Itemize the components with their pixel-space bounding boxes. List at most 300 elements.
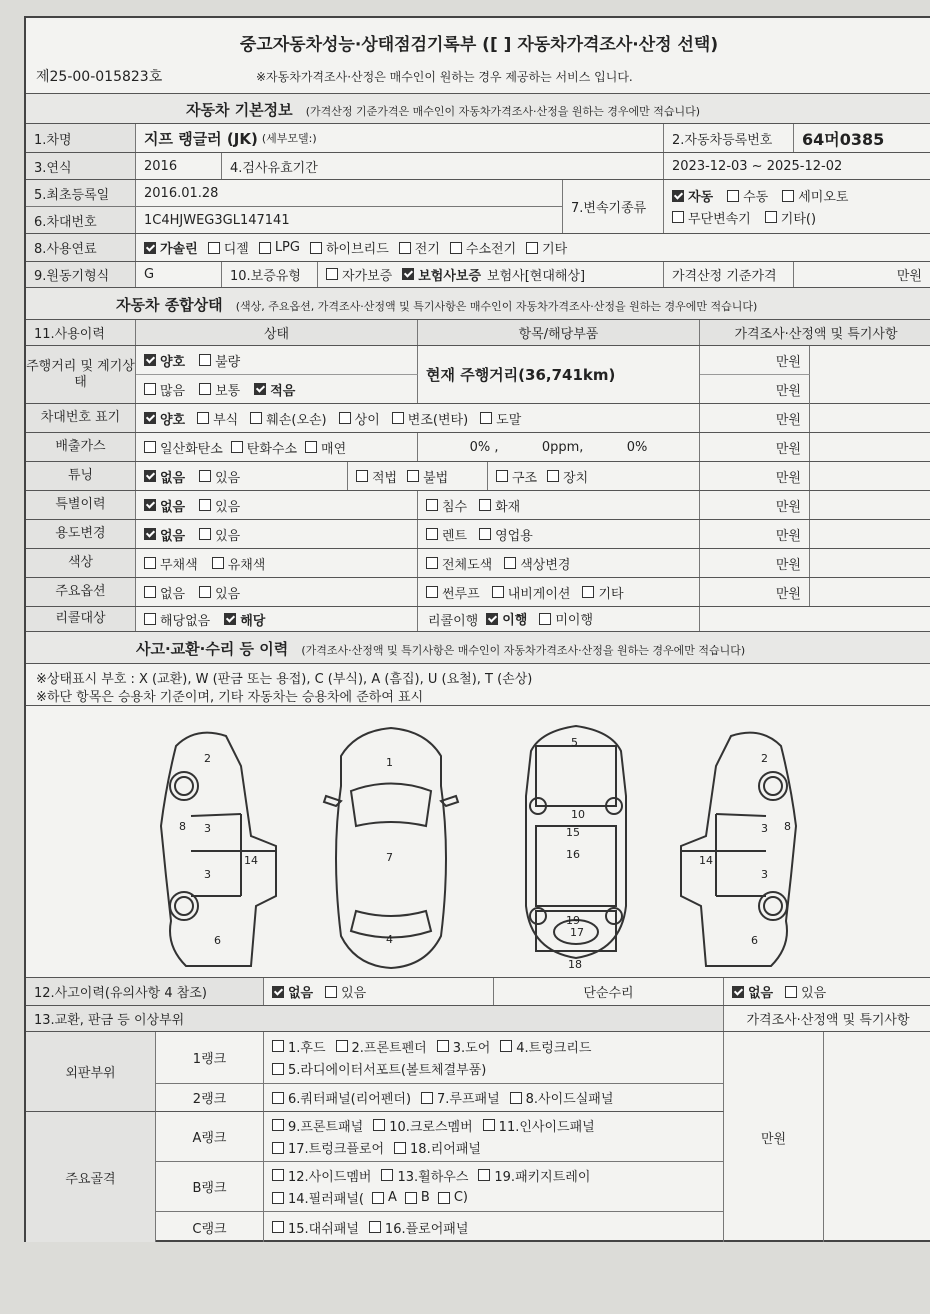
item-options — [418, 549, 700, 577]
checkbox-option[interactable] — [719, 186, 768, 205]
checkbox-icon[interactable] — [212, 557, 224, 569]
checkbox-option[interactable] — [361, 1218, 468, 1237]
checkbox-icon[interactable] — [426, 586, 438, 598]
checkbox-label: 일산화탄소 — [160, 441, 223, 457]
checkbox-option[interactable] — [136, 438, 223, 457]
price-note — [810, 578, 930, 606]
checkbox-label: 상이 — [354, 412, 380, 428]
status-row — [26, 404, 930, 433]
checkbox-option[interactable] — [484, 583, 571, 602]
checkbox-icon[interactable] — [504, 557, 516, 569]
checkbox-icon[interactable] — [144, 470, 156, 482]
checkbox-label: 있음 — [215, 470, 241, 486]
checkbox-label: 5.라디에이터서포트(볼트체결부품) — [288, 1063, 487, 1078]
price-unit: 만원 — [700, 549, 810, 577]
legend-line-2: ※하단 항목은 승용차 기준이며, 기타 자동차는 승용차에 준하여 표시 — [36, 690, 424, 705]
checkbox-icon[interactable] — [144, 528, 156, 540]
price-note — [810, 462, 930, 490]
checkbox-icon[interactable] — [394, 1142, 406, 1154]
checkbox-icon[interactable] — [305, 441, 317, 453]
state-options — [136, 404, 700, 432]
checkbox-icon[interactable] — [144, 242, 156, 254]
checkbox-option[interactable] — [242, 409, 326, 428]
accident-header — [26, 632, 930, 664]
checkbox-label: 적음 — [270, 383, 296, 399]
checkbox-option[interactable] — [264, 1037, 326, 1056]
car-name-cell — [136, 124, 664, 152]
checkbox-option[interactable] — [136, 238, 198, 257]
price-unit: 만원 — [700, 462, 810, 490]
checkbox-label: 많음 — [160, 383, 186, 399]
gas-value: 0% , — [469, 439, 499, 455]
checkbox-option[interactable] — [136, 525, 185, 544]
checkbox-option[interactable] — [518, 238, 567, 257]
checkbox-option[interactable] — [724, 982, 773, 1001]
status-row — [26, 520, 930, 549]
checkbox-option[interactable] — [418, 496, 467, 515]
checkbox-option[interactable] — [302, 238, 389, 257]
checkbox-option[interactable] — [574, 583, 623, 602]
reg-number: 64머0385 — [802, 129, 885, 149]
valid-label: 4.검사유효기간 — [222, 153, 664, 179]
checkbox-label: 있음 — [215, 528, 241, 544]
checkbox-icon[interactable] — [479, 528, 491, 540]
svg-text:10: 10 — [571, 808, 585, 821]
year-value: 2016 — [136, 153, 222, 179]
engine-label: 9.원동기형식 — [26, 262, 136, 287]
checkbox-icon[interactable] — [326, 268, 338, 280]
checkbox-icon[interactable] — [144, 441, 156, 453]
col-price: 가격조사·산정액 및 특기사항 — [700, 320, 930, 345]
checkbox-option[interactable] — [191, 467, 240, 486]
checkbox-icon[interactable] — [496, 470, 508, 482]
checkbox-option[interactable] — [373, 1166, 468, 1185]
item-options — [418, 578, 700, 606]
checkbox-option[interactable] — [191, 496, 240, 515]
checkbox-option[interactable] — [264, 1059, 486, 1078]
checkbox-option[interactable] — [136, 467, 185, 486]
checkbox-label: A — [387, 1190, 397, 1205]
checkbox-option[interactable] — [136, 351, 185, 370]
checkbox-icon[interactable] — [336, 1040, 348, 1052]
checkbox-option[interactable] — [264, 1088, 411, 1107]
checkbox-icon[interactable] — [250, 412, 262, 424]
checkbox-option[interactable] — [136, 554, 198, 573]
checkbox-icon[interactable] — [492, 586, 504, 598]
checkbox-option[interactable] — [264, 982, 313, 1001]
checkbox-icon[interactable] — [208, 242, 220, 254]
checkbox-label: 가솔린 — [160, 242, 198, 257]
document-number: 제25-00-015823호 — [36, 69, 163, 85]
checkbox-icon[interactable] — [199, 354, 211, 366]
checkbox-option[interactable] — [502, 1088, 614, 1107]
basic-info-header — [26, 94, 930, 124]
checkbox-icon[interactable] — [426, 499, 438, 511]
price-unit: 만원 — [700, 433, 810, 461]
warranty-insurer: 보험사[현대해상] — [487, 269, 586, 284]
checkbox-label: 없음 — [288, 986, 314, 1001]
checkbox-icon[interactable] — [224, 613, 236, 625]
price-note — [700, 607, 930, 631]
checkbox-icon[interactable] — [407, 470, 419, 482]
basic-info-note: (가격산정 기준가격은 매수인이 자동차가격조사·산정을 원하는 경우에만 적습니다) — [305, 105, 701, 118]
checkbox-label: 있음 — [801, 986, 827, 1001]
checkbox-icon[interactable] — [272, 1192, 284, 1204]
first-reg-value: 2016.01.28 — [136, 180, 563, 207]
checkbox-option[interactable] — [204, 554, 266, 573]
checkbox-icon[interactable] — [272, 1040, 284, 1052]
svg-text:16: 16 — [566, 848, 580, 861]
checkbox-label: 침수 — [442, 499, 468, 515]
checkbox-option[interactable] — [246, 380, 295, 399]
checkbox-icon[interactable] — [510, 1092, 522, 1104]
document-title: 중고자동차성능·상태점검기록부 ([ ] 자동차가격조사·산정 선택) — [239, 35, 719, 55]
checkbox-label: 유채색 — [227, 557, 266, 573]
fuel-label: 8.사용연료 — [26, 234, 136, 261]
row-accident-history — [26, 978, 930, 1006]
checkbox-icon[interactable] — [339, 412, 351, 424]
checkbox-option[interactable] — [496, 554, 570, 573]
checkbox-option[interactable] — [216, 610, 265, 629]
checkbox-icon[interactable] — [672, 211, 684, 223]
checkbox-option[interactable] — [136, 610, 210, 629]
checkbox-icon[interactable] — [310, 242, 322, 254]
checkbox-option[interactable] — [386, 1138, 481, 1157]
first-reg-label: 5.최초등록일 — [26, 180, 136, 207]
checkbox-label: LPG — [274, 240, 300, 255]
checkbox-option[interactable] — [397, 1190, 430, 1205]
vin-value: 1C4HJWEG3GL147141 — [136, 207, 563, 233]
checkbox-label: 4.트렁크리드 — [516, 1040, 592, 1056]
checkbox-icon[interactable] — [421, 1092, 433, 1104]
checkbox-icon[interactable] — [426, 557, 438, 569]
checkbox-label: 14.필러패널( — [288, 1192, 364, 1207]
checkbox-icon[interactable] — [785, 986, 797, 998]
checkbox-icon[interactable] — [254, 383, 266, 395]
checkbox-label: 영업용 — [495, 528, 533, 544]
checkbox-icon[interactable] — [405, 1192, 417, 1204]
checkbox-option[interactable] — [394, 265, 481, 284]
svg-text:3: 3 — [204, 822, 211, 835]
checkbox-label: 이행 — [502, 613, 528, 629]
checkbox-label: 부식 — [213, 412, 239, 428]
price-note — [810, 404, 930, 432]
row-year — [26, 153, 930, 180]
checkbox-icon[interactable] — [672, 190, 684, 202]
checkbox-option[interactable] — [475, 1116, 595, 1135]
car-right-side-view — [681, 733, 796, 966]
checkbox-icon[interactable] — [539, 613, 551, 625]
checkbox-label: 탄화수소 — [246, 441, 298, 457]
status-row-label: 배출가스 — [26, 433, 136, 461]
checkbox-label: 매연 — [321, 441, 347, 457]
checkbox-label: 없음 — [160, 528, 186, 544]
checkbox-icon[interactable] — [392, 412, 404, 424]
warranty-label: 10.보증유형 — [222, 262, 318, 287]
checkbox-option[interactable] — [223, 438, 297, 457]
car-diagram — [26, 706, 930, 978]
checkbox-option[interactable] — [664, 208, 751, 227]
inspection-record-sheet — [24, 16, 930, 1242]
checkbox-option[interactable] — [264, 1116, 363, 1135]
checkbox-option[interactable] — [488, 467, 537, 486]
status-row — [26, 578, 930, 607]
checkbox-option[interactable] — [191, 583, 240, 602]
checkbox-option[interactable] — [472, 409, 521, 428]
checkbox-label: 7.루프패널 — [437, 1092, 500, 1107]
checkbox-label: 적법 — [372, 470, 398, 486]
checkbox-label: 양호 — [160, 412, 186, 428]
checkbox-option[interactable] — [471, 525, 533, 544]
legend-line-1: ※상태표시 부호 : X (교환), W (판금 또는 용접), C (부식), A (흠집), U (요철), T (손상) — [36, 672, 533, 687]
checkbox-icon[interactable] — [399, 242, 411, 254]
svg-text:1: 1 — [386, 756, 393, 769]
checkbox-option[interactable] — [471, 496, 520, 515]
checkbox-option[interactable] — [297, 438, 346, 457]
checkbox-icon[interactable] — [199, 586, 211, 598]
checkbox-label: 18.리어패널 — [410, 1142, 481, 1157]
checkbox-option[interactable] — [418, 554, 492, 573]
state-options-b — [348, 462, 488, 490]
checkbox-label: 19.패키지트레이 — [494, 1169, 591, 1185]
header — [26, 18, 930, 94]
checkbox-icon[interactable] — [526, 242, 538, 254]
checkbox-label: 불법 — [423, 470, 449, 486]
checkbox-icon[interactable] — [727, 190, 739, 202]
checkbox-option[interactable] — [191, 525, 240, 544]
checkbox-label: 수소전기 — [465, 242, 517, 257]
checkbox-label: 훼손(오손) — [266, 412, 327, 428]
status-title: 자동차 종합상태 — [116, 296, 223, 314]
checkbox-label: 무단변속기 — [688, 211, 751, 227]
checkbox-icon[interactable] — [373, 1119, 385, 1131]
checkbox-option[interactable] — [191, 351, 240, 370]
checkbox-option[interactable] — [478, 609, 527, 628]
checkbox-icon[interactable] — [765, 211, 777, 223]
checkbox-option[interactable] — [470, 1166, 590, 1185]
svg-text:15: 15 — [566, 826, 580, 839]
row-parts-header — [26, 1006, 930, 1032]
checkbox-label: 기타 — [598, 586, 624, 602]
checkbox-icon[interactable] — [356, 470, 368, 482]
checkbox-option[interactable] — [492, 1037, 591, 1056]
checkbox-option[interactable] — [331, 409, 380, 428]
checkbox-icon[interactable] — [144, 412, 156, 424]
accident-legend — [26, 664, 930, 706]
checkbox-icon[interactable] — [144, 613, 156, 625]
checkbox-option[interactable] — [399, 467, 448, 486]
checkbox-option[interactable] — [442, 238, 516, 257]
simple-options — [724, 978, 930, 1005]
svg-text:3: 3 — [761, 822, 768, 835]
parts-grid — [26, 1032, 930, 1242]
checkbox-option[interactable] — [364, 1190, 397, 1205]
checkbox-label: 하이브리드 — [325, 242, 389, 257]
checkbox-icon[interactable] — [325, 986, 337, 998]
svg-text:2: 2 — [761, 752, 768, 765]
state-options — [136, 520, 418, 548]
checkbox-icon[interactable] — [144, 557, 156, 569]
row-car-name — [26, 124, 930, 153]
checkbox-label: 있음 — [215, 586, 241, 602]
checkbox-icon[interactable] — [272, 1169, 284, 1181]
checkbox-option[interactable] — [777, 982, 826, 1001]
checkbox-icon[interactable] — [426, 528, 438, 540]
checkbox-option[interactable] — [200, 238, 249, 257]
gas-options — [136, 433, 418, 461]
checkbox-icon[interactable] — [199, 499, 211, 511]
checkbox-icon[interactable] — [402, 268, 414, 280]
status-row — [26, 346, 930, 404]
checkbox-label: 11.인사이드패널 — [498, 1119, 595, 1135]
state-options-c — [488, 462, 700, 490]
checkbox-option[interactable] — [413, 1088, 500, 1107]
checkbox-option[interactable] — [264, 1188, 364, 1207]
rankB-label: B랭크 — [156, 1162, 264, 1212]
checkbox-icon[interactable] — [144, 586, 156, 598]
price-unit: 만원 — [700, 578, 810, 606]
checkbox-option[interactable] — [774, 186, 848, 205]
checkbox-label: 자가보증 — [342, 268, 393, 284]
price-unit: 만원 — [700, 520, 810, 548]
checkbox-label: 16.플로어패널 — [384, 1221, 469, 1237]
checkbox-option[interactable] — [264, 1166, 371, 1185]
checkbox-icon[interactable] — [381, 1169, 393, 1181]
checkbox-option[interactable] — [539, 467, 588, 486]
accident-note: (가격조사·산정액 및 특기사항은 매수인이 자동차가격조사·산정을 원하는 경우에만 적습니다) — [301, 644, 746, 657]
checkbox-option[interactable] — [318, 265, 392, 284]
checkbox-option[interactable] — [264, 1218, 359, 1237]
col-state: 상태 — [136, 320, 418, 345]
checkbox-icon[interactable] — [197, 412, 209, 424]
checkbox-option[interactable] — [136, 409, 185, 428]
checkbox-option[interactable] — [189, 409, 238, 428]
checkbox-option[interactable] — [664, 186, 713, 205]
checkbox-icon[interactable] — [479, 499, 491, 511]
checkbox-option[interactable] — [384, 409, 468, 428]
checkbox-label: 기타 — [542, 242, 568, 257]
checkbox-icon[interactable] — [272, 1142, 284, 1154]
checkbox-icon[interactable] — [500, 1040, 512, 1052]
checkbox-option[interactable] — [317, 982, 366, 1001]
accident-title: 사고·교환·수리 등 이력 — [136, 640, 289, 658]
checkbox-label: 장치 — [563, 470, 589, 486]
status-row — [26, 607, 930, 632]
checkbox-label: 기타() — [780, 211, 817, 227]
checkbox-label: 변조(변타) — [407, 412, 469, 428]
checkbox-option[interactable] — [191, 380, 240, 399]
parts-price-unit: 만원 — [724, 1032, 824, 1242]
checkbox-icon[interactable] — [199, 528, 211, 540]
checkbox-icon[interactable] — [478, 1169, 490, 1181]
checkbox-option[interactable] — [418, 583, 480, 602]
svg-text:14: 14 — [244, 854, 258, 867]
checkbox-icon[interactable] — [732, 986, 744, 998]
status-row-label: 차대번호 표기 — [26, 404, 136, 432]
checkbox-option[interactable] — [136, 496, 185, 515]
svg-text:18: 18 — [568, 958, 582, 971]
checkbox-option[interactable] — [365, 1116, 472, 1135]
recall-done-options — [478, 609, 597, 629]
checkbox-label: 1.후드 — [288, 1040, 326, 1056]
checkbox-label: 전체도색 — [442, 557, 493, 573]
checkbox-icon[interactable] — [272, 1063, 284, 1075]
checkbox-option[interactable] — [418, 525, 467, 544]
checkbox-icon[interactable] — [272, 1119, 284, 1131]
checkbox-icon[interactable] — [199, 383, 211, 395]
checkbox-icon[interactable] — [272, 986, 284, 998]
checkbox-icon[interactable] — [372, 1192, 384, 1204]
engine-value: G — [136, 262, 222, 287]
checkbox-icon[interactable] — [144, 383, 156, 395]
checkbox-option[interactable] — [328, 1037, 427, 1056]
mileage-value: 현재 주행거리(36,741km) — [418, 346, 700, 403]
checkbox-icon[interactable] — [272, 1221, 284, 1233]
checkbox-icon[interactable] — [369, 1221, 381, 1233]
status-row-label: 용도변경 — [26, 520, 136, 548]
checkbox-label: 불량 — [215, 354, 241, 370]
checkbox-icon[interactable] — [144, 499, 156, 511]
checkbox-option[interactable] — [136, 583, 185, 602]
svg-text:6: 6 — [751, 934, 758, 947]
checkbox-icon[interactable] — [437, 1040, 449, 1052]
status-row-label: 주행거리 및 계기상태 — [26, 346, 136, 403]
status-row-label: 리콜대상 — [26, 607, 136, 631]
checkbox-icon[interactable] — [547, 470, 559, 482]
svg-text:8: 8 — [179, 820, 186, 833]
trans-label: 7.변속기종류 — [563, 180, 664, 233]
checkbox-option[interactable] — [429, 1037, 491, 1056]
checkbox-icon[interactable] — [483, 1119, 495, 1131]
checkbox-icon[interactable] — [231, 441, 243, 453]
checkbox-option[interactable] — [136, 380, 185, 399]
checkbox-icon[interactable] — [272, 1092, 284, 1104]
svg-text:4: 4 — [386, 933, 393, 946]
checkbox-option[interactable] — [531, 609, 593, 628]
checkbox-option[interactable] — [391, 238, 440, 257]
checkbox-icon[interactable] — [782, 190, 794, 202]
checkbox-icon[interactable] — [144, 354, 156, 366]
price-note — [810, 491, 930, 519]
checkbox-label: 없음 — [160, 499, 186, 515]
checkbox-label: 수동 — [743, 190, 769, 205]
checkbox-label: 6.쿼터패널(리어펜더) — [288, 1092, 412, 1107]
checkbox-icon[interactable] — [450, 242, 462, 254]
checkbox-label: 자동 — [688, 190, 714, 205]
checkbox-option[interactable] — [757, 208, 816, 227]
checkbox-label: 보통 — [215, 383, 241, 399]
checkbox-icon[interactable] — [486, 613, 498, 625]
checkbox-icon[interactable] — [582, 586, 594, 598]
checkbox-option[interactable] — [348, 467, 397, 486]
checkbox-label: 10.크로스멤버 — [389, 1119, 473, 1135]
checkbox-label: 해당없음 — [160, 613, 211, 629]
svg-text:2: 2 — [204, 752, 211, 765]
checkbox-label: 있음 — [215, 499, 241, 515]
status-row — [26, 462, 930, 491]
checkbox-icon[interactable] — [438, 1192, 450, 1204]
price-unit: 만원 — [700, 375, 810, 404]
checkbox-option[interactable] — [251, 240, 300, 255]
checkbox-icon[interactable] — [199, 470, 211, 482]
car-name-sub: (세부모델:) — [261, 132, 317, 145]
checkbox-option[interactable] — [264, 1138, 384, 1157]
state-options — [136, 578, 418, 606]
checkbox-option[interactable] — [430, 1190, 468, 1205]
status-row-label: 특별이력 — [26, 491, 136, 519]
checkbox-icon[interactable] — [259, 242, 271, 254]
checkbox-icon[interactable] — [480, 412, 492, 424]
